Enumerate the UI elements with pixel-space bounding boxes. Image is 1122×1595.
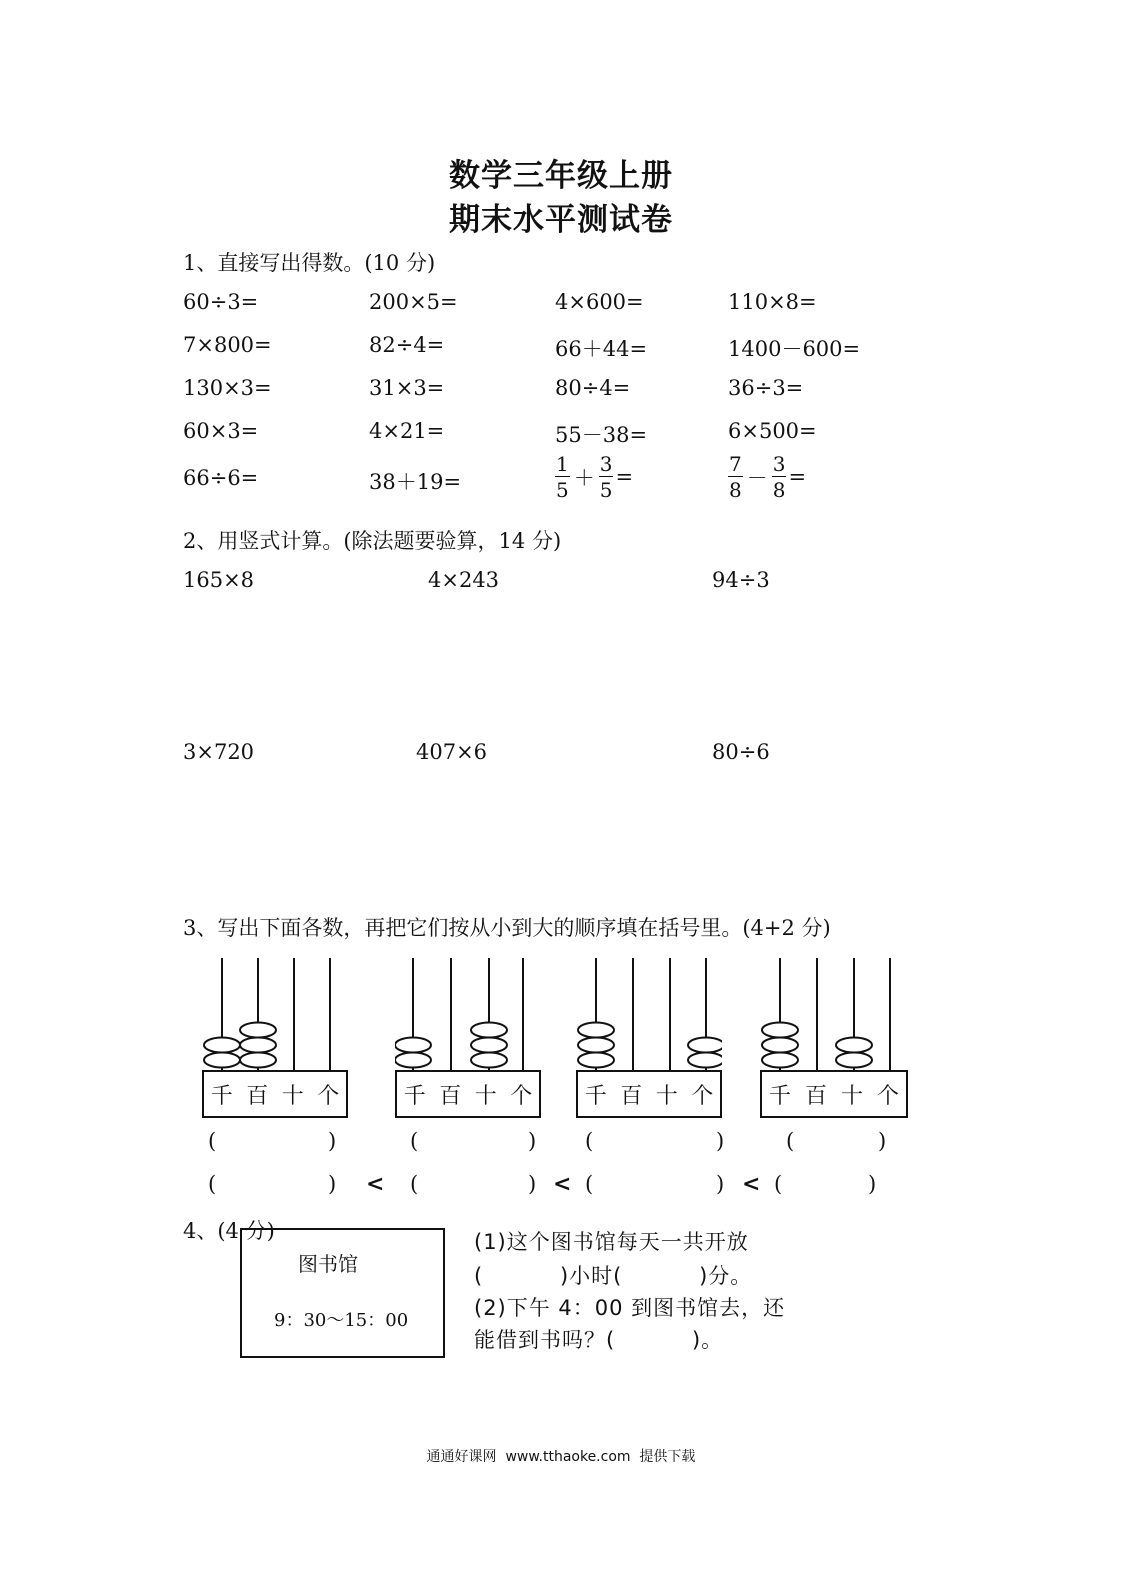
answer-paren-close: ) [528, 1129, 537, 1153]
abacus-3 [576, 958, 722, 1120]
place-labels [578, 1072, 720, 1116]
label-ones: 个 [691, 1083, 714, 1109]
order-paren-close: ) [868, 1172, 877, 1196]
answer-paren-close: ) [878, 1129, 887, 1153]
q2-item: 165×8 [183, 568, 255, 592]
q1-item: 66＋44= [555, 337, 648, 361]
label-thousands: 千 [210, 1083, 233, 1109]
abacus-2 [395, 958, 541, 1120]
less-than-sign: < [742, 1171, 761, 1197]
answer-paren-close: ) [328, 1129, 337, 1153]
bead [836, 1038, 872, 1053]
bead [762, 1023, 798, 1038]
order-paren-open: ( [774, 1172, 783, 1196]
less-than-sign: < [553, 1171, 572, 1197]
q1-item: 60×3= [183, 419, 259, 443]
q4-line1: (1)这个图书馆每天一共开放 [474, 1230, 749, 1254]
q2-item: 94÷3 [712, 568, 770, 592]
fraction [555, 454, 570, 500]
label-tens: 十 [474, 1083, 497, 1109]
abacus-4 [760, 958, 908, 1120]
q2-heading: 2、用竖式计算。(除法题要验算，14 分) [183, 529, 562, 553]
answer-paren-open: ( [208, 1129, 217, 1153]
equals-sign: = [788, 465, 807, 489]
q1-item: 80÷4= [555, 376, 631, 400]
q1-item: 82÷4= [369, 333, 445, 357]
denominator: 5 [599, 478, 613, 502]
bead [762, 1053, 798, 1068]
order-paren-open: ( [585, 1172, 594, 1196]
bead [836, 1053, 872, 1068]
answer-paren-open: ( [410, 1129, 419, 1153]
operator: ＋ [573, 466, 595, 490]
q4-line4: 能借到书吗？( )。 [474, 1328, 724, 1352]
q1-item: 1400－600= [728, 337, 861, 361]
beads [578, 1023, 722, 1068]
label-tens: 十 [281, 1083, 304, 1109]
q1-item: 31×3= [369, 376, 445, 400]
fraction [599, 454, 614, 500]
library-sign-title: 图书馆 [298, 1252, 358, 1276]
q1-item: 110×8= [728, 290, 817, 314]
q2-item: 407×6 [416, 740, 488, 764]
order-paren-close: ) [328, 1172, 337, 1196]
denominator: 8 [772, 478, 786, 502]
footer-credit: 通通好课网 www.tthaoke.com 提供下载 [426, 1449, 696, 1465]
label-ones: 个 [317, 1083, 340, 1109]
bead [240, 1053, 276, 1068]
q2-item: 4×243 [428, 568, 500, 592]
bead [471, 1053, 507, 1068]
q4-line2: ( )小时( )分。 [474, 1264, 753, 1288]
label-hundreds: 百 [620, 1083, 643, 1109]
q3-heading: 3、写出下面各数，再把它们按从小到大的顺序填在括号里。(4+2 分) [183, 916, 831, 940]
answer-paren-close: ) [716, 1129, 725, 1153]
bead [578, 1053, 614, 1068]
place-labels [397, 1072, 539, 1116]
label-hundreds: 百 [804, 1083, 827, 1109]
bead [578, 1023, 614, 1038]
abacus-frame [576, 1070, 722, 1118]
q1-item: 130×3= [183, 376, 272, 400]
bead [395, 1053, 431, 1068]
q1-item: 4×600= [555, 290, 644, 314]
q2-item: 3×720 [183, 740, 255, 764]
q2-item: 80÷6 [712, 740, 770, 764]
label-ones: 个 [876, 1083, 899, 1109]
bead [240, 1023, 276, 1038]
denominator: 5 [556, 478, 569, 502]
label-hundreds: 百 [246, 1083, 269, 1109]
equals-sign: = [615, 465, 634, 489]
q1-item: 38＋19= [369, 470, 462, 494]
q1-item: 200×5= [369, 290, 458, 314]
numerator: 3 [772, 452, 786, 476]
bead [762, 1038, 798, 1053]
numerator: 7 [729, 452, 742, 476]
bead [688, 1038, 722, 1053]
fraction [728, 454, 743, 500]
fraction-expression-1 [555, 454, 637, 500]
q4-heading: 4、(4 分) [183, 1219, 275, 1243]
denominator: 8 [729, 478, 742, 502]
q1-item: 6×500= [728, 419, 817, 443]
library-sign [240, 1228, 445, 1358]
library-hours: 9：30～15：00 [274, 1310, 409, 1331]
label-tens: 十 [655, 1083, 678, 1109]
order-paren-open: ( [208, 1172, 217, 1196]
q1-heading: 1、直接写出得数。(10 分) [183, 251, 436, 275]
place-labels [762, 1072, 906, 1116]
less-than-sign: < [366, 1171, 385, 1197]
abacus-frame [202, 1070, 348, 1118]
q1-item: 7×800= [183, 333, 272, 357]
order-paren-close: ) [528, 1172, 537, 1196]
bead [578, 1038, 614, 1053]
place-labels [204, 1072, 346, 1116]
bead [471, 1038, 507, 1053]
bead [240, 1038, 276, 1053]
fraction [772, 454, 787, 500]
page-subtitle: 期末水平测试卷 [449, 202, 673, 238]
page-title: 数学三年级上册 [449, 158, 673, 194]
answer-paren-open: ( [786, 1129, 795, 1153]
answer-paren-open: ( [585, 1129, 594, 1153]
order-paren-open: ( [410, 1172, 419, 1196]
abacus-frame [760, 1070, 908, 1118]
q4-line3: (2)下午 4：00 到图书馆去，还 [474, 1296, 786, 1320]
q1-item: 55－38= [555, 423, 648, 447]
numerator: 3 [599, 452, 613, 476]
bead [204, 1053, 240, 1068]
abacus-1 [202, 958, 348, 1120]
label-thousands: 千 [584, 1083, 607, 1109]
bead [395, 1038, 431, 1053]
bead [204, 1038, 240, 1053]
operator: － [746, 466, 768, 490]
label-ones: 个 [510, 1083, 533, 1109]
label-tens: 十 [840, 1083, 863, 1109]
order-paren-close: ) [716, 1172, 725, 1196]
q1-item: 60÷3= [183, 290, 259, 314]
fraction-expression-2 [728, 454, 810, 500]
label-thousands: 千 [768, 1083, 791, 1109]
label-thousands: 千 [403, 1083, 426, 1109]
q1-item: 4×21= [369, 419, 445, 443]
numerator: 1 [556, 452, 569, 476]
beads [204, 1023, 276, 1068]
q1-item: 66÷6= [183, 466, 259, 490]
q1-item: 36÷3= [728, 376, 804, 400]
bead [688, 1053, 722, 1068]
label-hundreds: 百 [439, 1083, 462, 1109]
abacus-frame [395, 1070, 541, 1118]
bead [471, 1023, 507, 1038]
